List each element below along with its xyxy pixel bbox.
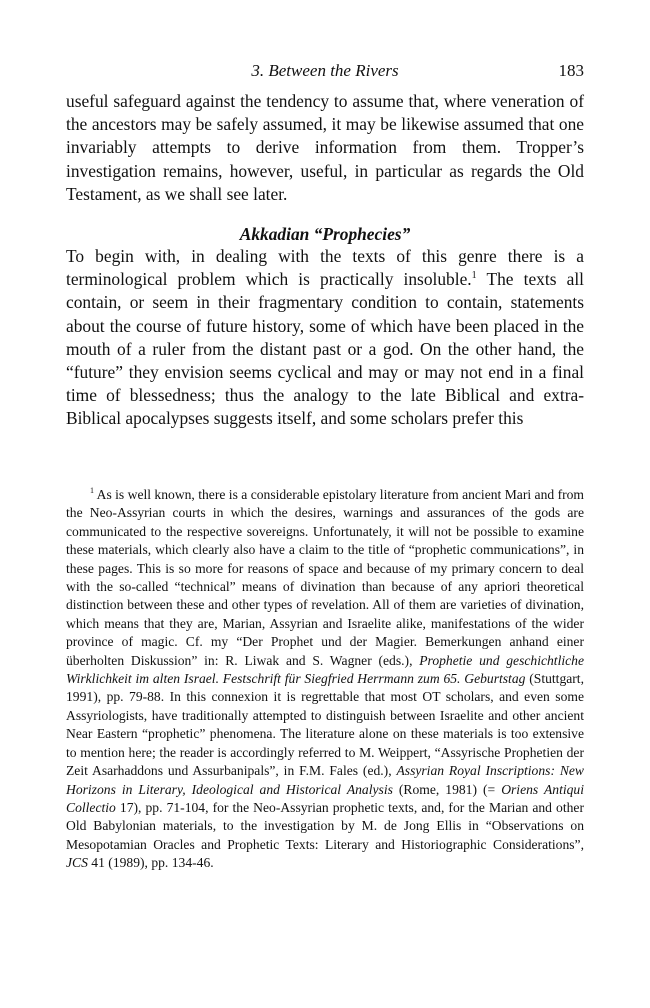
footnote-text: (Stuttgart, 1991), pp. 79-88. In this connexion it is regrettable that most OT scholars, and even some Assyriologists, have traditionally attempted to distinguish between Israelite and other ancient Near Eastern “prophetic” phenomena. The literature alone on these materials is too extensive to mention here; the reader is accordingly referred to M. Weippert, “Assyrische Prophetien der Zeit Asarhaddons und Assurbanipals”, in F.M. Fales (ed.),	[66, 671, 584, 779]
footnote	[66, 486, 584, 873]
footnote-text: As is well known, there is a considerable epistolary literature from ancient Mari and from the Neo-Assyrian courts in which the desires, warnings and assurances of the gods are communicated to the respective sovereigns. Unfortunately, it will not be possible to examine these materials, which clearly also have a claim to the title of “prophetic communications”, in these pages. This is so more for reasons of space and because of my primary concern to deal with the so-called “technical” means of divination than because of any apriori theoretical distinction between these and other types of revelation. All of them are varieties of divination, which means that they are, Marian, Assyrian and Israelite alike, manifestations of the wider province of magic. Cf. my “Der Prophet und der Magier. Bemerkungen anhand einer überholten Diskussion” in: R. Liwak and S. Wagner (eds.),	[66, 487, 584, 668]
running-title: 3. Between the Rivers	[251, 61, 399, 80]
footnote-marker: 1	[90, 486, 94, 495]
footnote-text: 17), pp. 71-104, for the Neo-Assyrian prophetic texts, and, for the Marian and other Old Babylonian materials, to the investigation by M. de Jong Ellis in “Observations on Mesopotamian Oracles and Prophetic Texts: Literary and Historiographic Considerations”,	[66, 799, 584, 852]
page-number: 183	[558, 61, 584, 80]
section-heading: Akkadian “Prophecies”	[239, 224, 411, 244]
footnote-series-italic: Oriens Antiqui Collectio	[66, 781, 584, 815]
footnote-text: (Rome, 1981) (=	[392, 781, 502, 797]
paragraph-text: The texts all contain, or seem in their fragmentary condition to contain, statements about the course of future history, some of which have been placed in the mouth of a ruler from the distant past or a god. On the other hand, the “future” they envision seems cyclical and may or may not end in a final time of blessedness; thus the analogy to the late Biblical and extra-Biblical apocalypses suggests itself, and some scholars prefer this	[66, 269, 584, 429]
page-header	[66, 58, 584, 84]
footnote-reference[interactable]: 1	[471, 270, 477, 282]
body-paragraph: useful safeguard against the tendency to assume that, where veneration of the ancestors may be safely assumed, it may be likewise assumed that one invariably attempts to derive information from them. Tropper’s investigation remains, however, useful, in particular as regards the Old Testament, as we shall see later.	[66, 91, 584, 204]
paragraph-text: To begin with, in dealing with the texts of this genre there is a terminological problem which is practically insoluble.	[66, 246, 584, 290]
footnote-text: 41 (1989), pp. 134-46.	[87, 855, 214, 871]
body-paragraph	[66, 245, 584, 431]
footnote-title-italic: Assyrian Royal Inscriptions: New Horizons in Literary, Ideological and Historical Analysis	[66, 763, 585, 797]
footnote-journal-italic: JCS	[66, 855, 88, 871]
footnote-title-italic: Prophetie und geschichtliche Wirklichkeit im alten Israel. Festschrift für Siegfried Herrmann zum 65. Geburtstag	[66, 652, 584, 687]
